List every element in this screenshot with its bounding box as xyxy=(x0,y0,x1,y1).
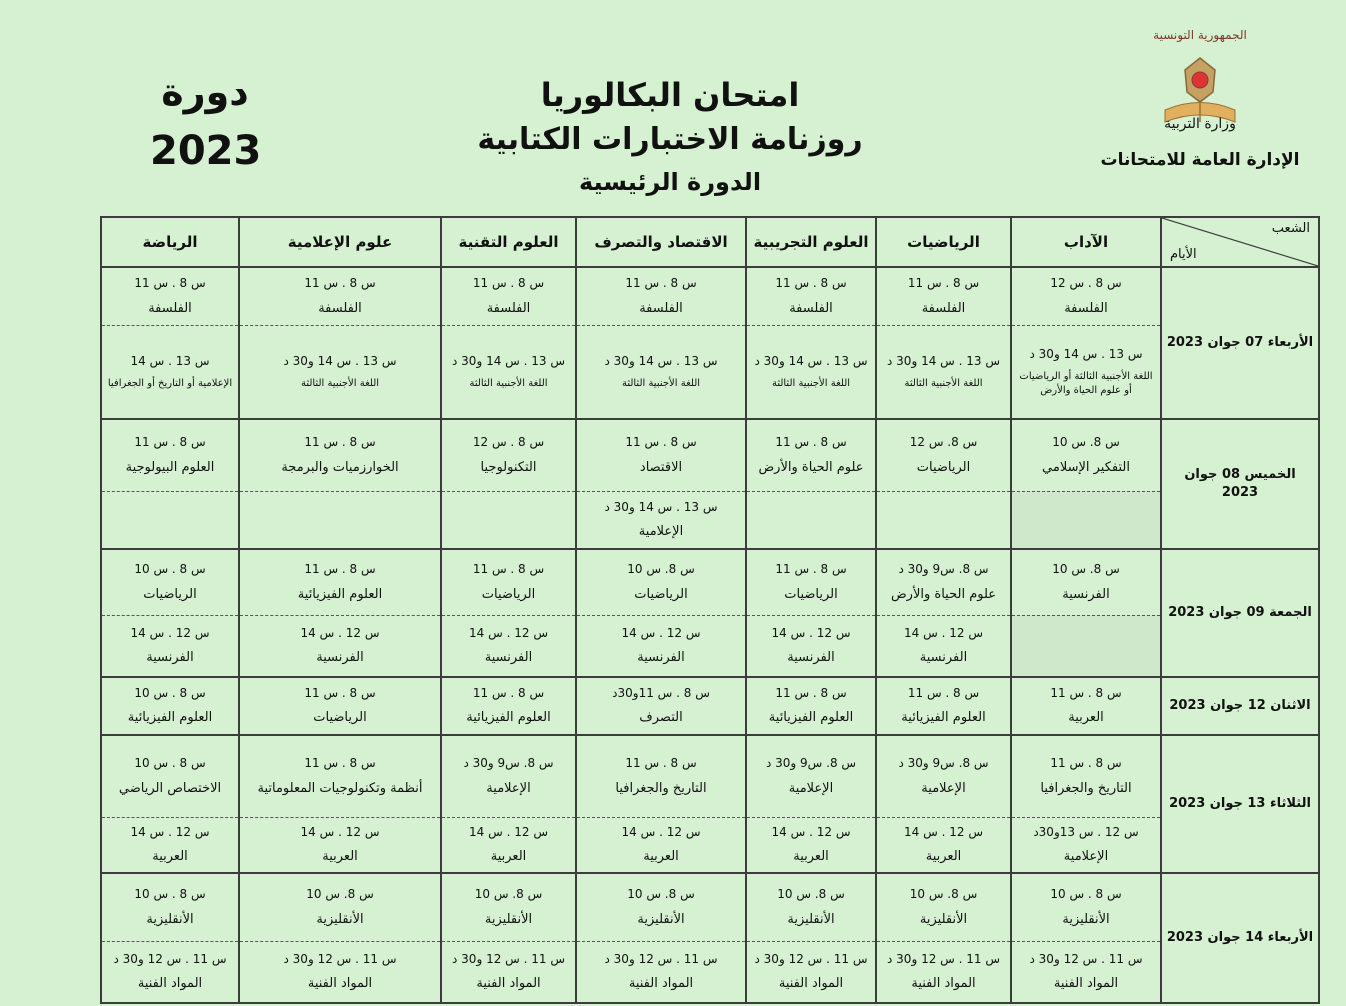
exam-time: س 8. س 10 xyxy=(627,887,695,902)
exam-subject: الأنقليزية xyxy=(787,911,835,927)
exam-time: س 12 . س 14 xyxy=(904,824,983,839)
exam-slot xyxy=(576,325,746,419)
exam-subject: اللغة الأجنبية الثالثة xyxy=(771,378,851,390)
exam-slot xyxy=(101,941,239,1003)
exam-slot xyxy=(441,267,576,325)
exam-slot xyxy=(441,677,576,735)
exam-slot xyxy=(1011,267,1161,325)
exam-slot xyxy=(441,941,576,1003)
exam-slot xyxy=(239,267,441,325)
branch-header: الرياضة xyxy=(101,217,239,267)
exam-subject: الإعلامية أو التاريخ أو الجغرافيا xyxy=(107,378,233,390)
corner-days-label: الأيام xyxy=(1170,247,1197,263)
exam-subject: العلوم الفيزيائية xyxy=(901,710,986,726)
exam-time: س 8. س 12 xyxy=(909,435,978,450)
exam-subject: العربية xyxy=(1068,710,1104,726)
exam-subject: الإعلامية xyxy=(788,780,834,796)
exam-subject: المواد الفنية xyxy=(628,976,694,992)
exam-time: س 8. س 10 xyxy=(627,562,695,577)
exam-subject: اللغة الأجنبية الثالثة xyxy=(621,378,701,390)
exam-time: س 13 . س 14 و30 د xyxy=(604,499,718,514)
exam-subject: العلوم الفيزيائية xyxy=(297,586,383,602)
exam-slot xyxy=(876,735,1011,817)
exam-time: س 11 . س 12 و30 د xyxy=(113,951,227,966)
exam-subject: الرياضيات xyxy=(784,586,838,602)
exam-subject: التاريخ والجغرافيا xyxy=(1040,780,1132,796)
exam-time: س 8 . س 10 xyxy=(134,686,206,701)
table-row xyxy=(101,941,1319,1003)
exam-slot xyxy=(239,615,441,677)
exam-slot xyxy=(576,615,746,677)
table-row xyxy=(101,817,1319,873)
exam-subject: الخوارزميات والبرمجة xyxy=(281,459,399,475)
table-row xyxy=(101,491,1319,549)
exam-schedule-table xyxy=(100,216,1320,1004)
exam-subject: الرياضيات xyxy=(481,586,536,602)
exam-time: س 8 . س 11 xyxy=(134,435,206,450)
exam-time: س 12 . س 14 xyxy=(469,625,548,640)
exam-slot xyxy=(101,735,239,817)
exam-slot xyxy=(876,817,1011,873)
exam-time: س 8 . س 11 xyxy=(1050,756,1122,771)
branch-header: العلوم التقنية xyxy=(441,217,576,267)
exam-subject: الرياضيات xyxy=(916,459,971,475)
exam-subject: العربية xyxy=(152,849,188,865)
corner-cell xyxy=(1161,217,1319,267)
table-row xyxy=(101,735,1319,817)
exam-time: س 8 . س 10 xyxy=(1050,887,1122,902)
exam-subject: الفرنسية xyxy=(787,650,835,666)
exam-time: س 8. س9 و30 د xyxy=(898,562,989,577)
exam-subject: العلوم الفيزيائية xyxy=(127,710,213,726)
exam-slot xyxy=(876,873,1011,941)
exam-subject: الفلسفة xyxy=(789,300,833,316)
exam-subject: الأنقليزية xyxy=(484,911,533,927)
exam-slot xyxy=(746,419,876,491)
exam-subject: الفلسفة xyxy=(1064,300,1108,316)
exam-time: س 12 . س 14 xyxy=(621,824,701,839)
exam-time: س 8. س 10 xyxy=(777,887,845,902)
exam-subject: اللغة الأجنبية الثالثة xyxy=(904,378,983,390)
header-row xyxy=(101,217,1319,267)
exam-subject: اللغة الأجنبية الثالثة أو الرياضيات أو علوم الحياة والأرض xyxy=(1019,371,1153,396)
exam-time: س 13 . س 14 xyxy=(130,353,210,368)
exam-slot xyxy=(239,325,441,419)
day-cell: الاثنان 12 جوان 2023 xyxy=(1161,677,1319,735)
exam-slot xyxy=(576,941,746,1003)
exam-slot xyxy=(746,677,876,735)
exam-slot xyxy=(101,325,239,419)
exam-time: س 12 . س 14 xyxy=(904,625,983,640)
day-cell: الثلاثاء 13 جوان 2023 xyxy=(1161,735,1319,873)
exam-subject: علوم الحياة والأرض xyxy=(890,586,997,602)
empty-cell xyxy=(1011,615,1161,677)
exam-time: س 12 . س 14 xyxy=(130,625,210,640)
exam-subject: الأنقليزية xyxy=(637,911,685,927)
branch-header: علوم الإعلامية xyxy=(239,217,441,267)
exam-slot xyxy=(441,325,576,419)
empty-cell xyxy=(101,491,239,549)
exam-time: س 12 . س 14 xyxy=(771,625,851,640)
exam-slot xyxy=(746,267,876,325)
exam-slot xyxy=(441,873,576,941)
exam-slot xyxy=(876,677,1011,735)
exam-time: س 11 . س 12 و30 د xyxy=(1029,951,1143,966)
exam-slot xyxy=(239,549,441,615)
exam-subject: أنظمة وتكنولوجيات المعلوماتية xyxy=(257,780,423,796)
exam-time: س 8 . س 11 xyxy=(304,756,376,771)
exam-subject: اللغة الأجنبية الثالثة xyxy=(300,378,380,390)
exam-time: س 13 . س 14 و30 د xyxy=(452,353,565,368)
exam-time: س 8 . س 11 xyxy=(775,686,847,701)
exam-subject: التاريخ والجغرافيا xyxy=(615,780,707,796)
exam-subject: التفكير الإسلامي xyxy=(1042,459,1130,475)
exam-slot xyxy=(239,677,441,735)
exam-subject: الفرنسية xyxy=(637,650,685,666)
exam-time: س 8 . س 11 xyxy=(472,276,545,291)
exam-subject: المواد الفنية xyxy=(911,976,976,992)
exam-time: س 12 . س 14 xyxy=(469,824,548,839)
exam-time: س 8 . س 11 xyxy=(625,276,697,291)
empty-cell xyxy=(876,491,1011,549)
exam-slot xyxy=(239,941,441,1003)
table-row xyxy=(101,419,1319,491)
branch-header: العلوم التجريبية xyxy=(746,217,876,267)
exam-slot xyxy=(746,941,876,1003)
exam-subject: الإعلامية xyxy=(638,524,684,540)
exam-time: س 8. س9 و30 د xyxy=(898,756,989,771)
exam-slot xyxy=(576,419,746,491)
exam-time: س 12 . س 13و30د xyxy=(1033,824,1139,839)
exam-time: س 8. س 10 xyxy=(909,887,978,902)
exam-subject: الأنقليزية xyxy=(919,911,968,927)
day-cell: الأربعاء 14 جوان 2023 xyxy=(1161,873,1319,1003)
exam-slot xyxy=(746,735,876,817)
exam-slot xyxy=(876,325,1011,419)
exam-time: س 8 . س 11 xyxy=(304,276,376,291)
exam-slot xyxy=(876,615,1011,677)
exam-slot xyxy=(101,615,239,677)
exam-time: س 12 . س 14 xyxy=(300,625,380,640)
exam-subject: المواد الفنية xyxy=(137,976,203,992)
exam-slot xyxy=(746,325,876,419)
exam-slot xyxy=(1011,325,1161,419)
exam-slot xyxy=(441,419,576,491)
exam-slot xyxy=(1011,735,1161,817)
exam-subject: الفرنسية xyxy=(316,650,364,666)
exam-subject: المواد الفنية xyxy=(1053,976,1119,992)
exam-time: س 8 . س 11 xyxy=(625,435,697,450)
exam-slot xyxy=(576,491,746,549)
exam-subject: الأنقليزية xyxy=(1062,911,1110,927)
exam-time: س 8 . س 11 xyxy=(907,686,980,701)
exam-subject: العلوم الفيزيائية xyxy=(768,710,854,726)
exam-slot xyxy=(239,735,441,817)
exam-time: س 8 . س 11 xyxy=(1050,686,1122,701)
exam-subject: الفرنسية xyxy=(146,650,194,666)
directorate-label: الإدارة العامة للامتحانات xyxy=(1100,150,1300,170)
exam-subject: المواد الفنية xyxy=(307,976,373,992)
exam-slot xyxy=(876,549,1011,615)
exam-time: س 13 . س 14 و30 د xyxy=(887,353,1000,368)
exam-slot xyxy=(441,615,576,677)
exam-subject: العربية xyxy=(643,849,679,865)
exam-time: س 8. س9 و30 د xyxy=(463,756,554,771)
exam-subject: الاقتصاد xyxy=(639,459,683,475)
exam-time: س 8 . س 11 xyxy=(304,686,376,701)
exam-slot xyxy=(101,549,239,615)
exam-slot xyxy=(441,549,576,615)
exam-slot xyxy=(746,549,876,615)
exam-subject: العلوم البيولوجية xyxy=(125,459,215,475)
exam-slot xyxy=(746,873,876,941)
table-row xyxy=(101,325,1319,419)
branch-header: الاقتصاد والتصرف xyxy=(576,217,746,267)
exam-time: س 8 . س 11و30د xyxy=(612,686,710,701)
exam-subject: الفلسفة xyxy=(639,300,683,316)
exam-subject: الرياضيات xyxy=(313,710,367,726)
exam-slot xyxy=(1011,873,1161,941)
exam-slot xyxy=(239,419,441,491)
exam-subject: الإعلامية xyxy=(921,780,966,796)
exam-subject: الرياضيات xyxy=(634,586,688,602)
exam-time: س 8 . س 10 xyxy=(134,562,206,577)
exam-time: س 8. س 10 xyxy=(474,887,543,902)
exam-slot xyxy=(876,267,1011,325)
exam-time: س 13 . س 14 و30 د xyxy=(754,353,868,368)
empty-cell xyxy=(441,491,576,549)
session-title: الدورة الرئيسية xyxy=(578,168,762,196)
exam-subject: علوم الحياة والأرض xyxy=(758,459,864,475)
exam-time: س 8 . س 10 xyxy=(134,756,206,771)
exam-subject: الأنقليزية xyxy=(146,911,194,927)
exam-time: س 8 . س 12 xyxy=(1050,276,1122,291)
corner-branches-label: الشعب xyxy=(1271,221,1310,236)
exam-time: س 11 . س 12 و30 د xyxy=(604,951,718,966)
table-row xyxy=(101,873,1319,941)
session-word: دورة xyxy=(161,70,249,114)
day-cell: الأربعاء 07 جوان 2023 xyxy=(1161,267,1319,419)
exam-subject: الأنقليزية xyxy=(316,911,364,927)
exam-slot xyxy=(101,677,239,735)
exam-slot xyxy=(441,735,576,817)
exam-slot xyxy=(576,549,746,615)
exam-time: س 12 . س 14 xyxy=(621,625,701,640)
exam-time: س 11 . س 12 و30 د xyxy=(283,951,397,966)
exam-subject: الفلسفة xyxy=(148,300,192,316)
table-row xyxy=(101,677,1319,735)
exam-subject: الرياضيات xyxy=(143,586,197,602)
exam-slot xyxy=(1011,677,1161,735)
table-row xyxy=(101,267,1319,325)
exam-time: س 13 . س 14 و30 د xyxy=(1029,347,1143,362)
exam-slot xyxy=(576,735,746,817)
page-title: امتحان البكالوريا xyxy=(540,76,800,114)
exam-time: س 8 . س 11 xyxy=(625,756,697,771)
exam-time: س 8. س 10 xyxy=(1052,435,1120,450)
empty-cell xyxy=(746,491,876,549)
exam-slot xyxy=(576,677,746,735)
exam-time: س 8 . س 11 xyxy=(472,686,545,701)
exam-slot xyxy=(1011,941,1161,1003)
exam-subject: الاختصاص الرياضي xyxy=(118,780,222,796)
exam-time: س 8 . س 11 xyxy=(472,562,545,577)
exam-slot xyxy=(1011,419,1161,491)
exam-time: س 13 . س 14 و30 د xyxy=(604,353,718,368)
exam-slot xyxy=(1011,817,1161,873)
exam-time: س 8. س 10 xyxy=(306,887,374,902)
exam-subject: الفرنسية xyxy=(1062,586,1110,602)
exam-subject: المواد الفنية xyxy=(778,976,844,992)
exam-subject: العربية xyxy=(322,849,358,865)
exam-subject: اللغة الأجنبية الثالثة xyxy=(469,378,548,390)
page-subtitle: روزنامة الاختبارات الكتابية xyxy=(477,122,863,157)
exam-subject: الفرنسية xyxy=(919,650,968,666)
exam-subject: الفلسفة xyxy=(921,300,966,316)
exam-subject: الفرنسية xyxy=(484,650,533,666)
table-row xyxy=(101,615,1319,677)
exam-time: س 11 . س 12 و30 د xyxy=(452,951,565,966)
empty-cell xyxy=(239,491,441,549)
exam-slot xyxy=(576,267,746,325)
exam-time: س 13 . س 14 و30 د xyxy=(283,353,397,368)
exam-subject: الإعلامية xyxy=(486,780,531,796)
exam-time: س 8 . س 11 xyxy=(775,276,847,291)
republic-label: الجمهورية التونسية xyxy=(1153,28,1247,42)
exam-subject: العربية xyxy=(793,849,829,865)
exam-time: س 12 . س 14 xyxy=(300,824,380,839)
branch-header: الرياضيات xyxy=(876,217,1011,267)
table-row xyxy=(101,549,1319,615)
exam-subject: العلوم الفيزيائية xyxy=(466,710,551,726)
exam-subject: الفلسفة xyxy=(318,300,362,316)
exam-time: س 8 . س 11 xyxy=(775,435,847,450)
page-header xyxy=(0,0,1346,210)
exam-time: س 8 . س 11 xyxy=(304,435,376,450)
exam-time: س 8 . س 11 xyxy=(907,276,980,291)
session-year: 2023 xyxy=(150,128,262,174)
exam-slot xyxy=(876,419,1011,491)
exam-time: س 8 . س 11 xyxy=(775,562,847,577)
exam-time: س 8. س 10 xyxy=(1052,562,1120,577)
exam-time: س 8. س9 و30 د xyxy=(765,756,857,771)
exam-slot xyxy=(239,817,441,873)
exam-time: س 8 . س 11 xyxy=(134,276,206,291)
exam-time: س 12 . س 14 xyxy=(771,824,851,839)
branch-header: الآداب xyxy=(1011,217,1161,267)
day-cell: الجمعة 09 جوان 2023 xyxy=(1161,549,1319,677)
exam-slot xyxy=(576,817,746,873)
exam-slot xyxy=(101,419,239,491)
exam-slot xyxy=(101,873,239,941)
exam-time: س 8 . س 10 xyxy=(134,887,206,902)
exam-slot xyxy=(1011,549,1161,615)
exam-subject: الإعلامية xyxy=(1063,849,1109,865)
exam-slot xyxy=(576,873,746,941)
exam-subject: التصرف xyxy=(639,710,683,726)
exam-subject: العربية xyxy=(490,849,527,865)
exam-slot xyxy=(441,817,576,873)
exam-slot xyxy=(746,615,876,677)
ministry-label: وزارة التربية xyxy=(1164,116,1236,132)
exam-slot xyxy=(101,817,239,873)
exam-slot xyxy=(746,817,876,873)
empty-cell xyxy=(1011,491,1161,549)
exam-time: س 11 . س 12 و30 د xyxy=(754,951,868,966)
exam-subject: التكنولوجيا xyxy=(480,459,537,475)
exam-subject: المواد الفنية xyxy=(476,976,541,992)
exam-time: س 12 . س 14 xyxy=(130,824,210,839)
exam-subject: الفلسفة xyxy=(486,300,531,316)
exam-time: س 11 . س 12 و30 د xyxy=(887,951,1000,966)
day-cell: الخميس 08 جوان 2023 xyxy=(1161,419,1319,549)
exam-time: س 8 . س 11 xyxy=(304,562,376,577)
exam-subject: العربية xyxy=(925,849,962,865)
ministry-logo-block xyxy=(1100,20,1310,190)
exam-slot xyxy=(876,941,1011,1003)
exam-slot xyxy=(101,267,239,325)
exam-slot xyxy=(239,873,441,941)
exam-time: س 8 . س 12 xyxy=(472,435,545,450)
